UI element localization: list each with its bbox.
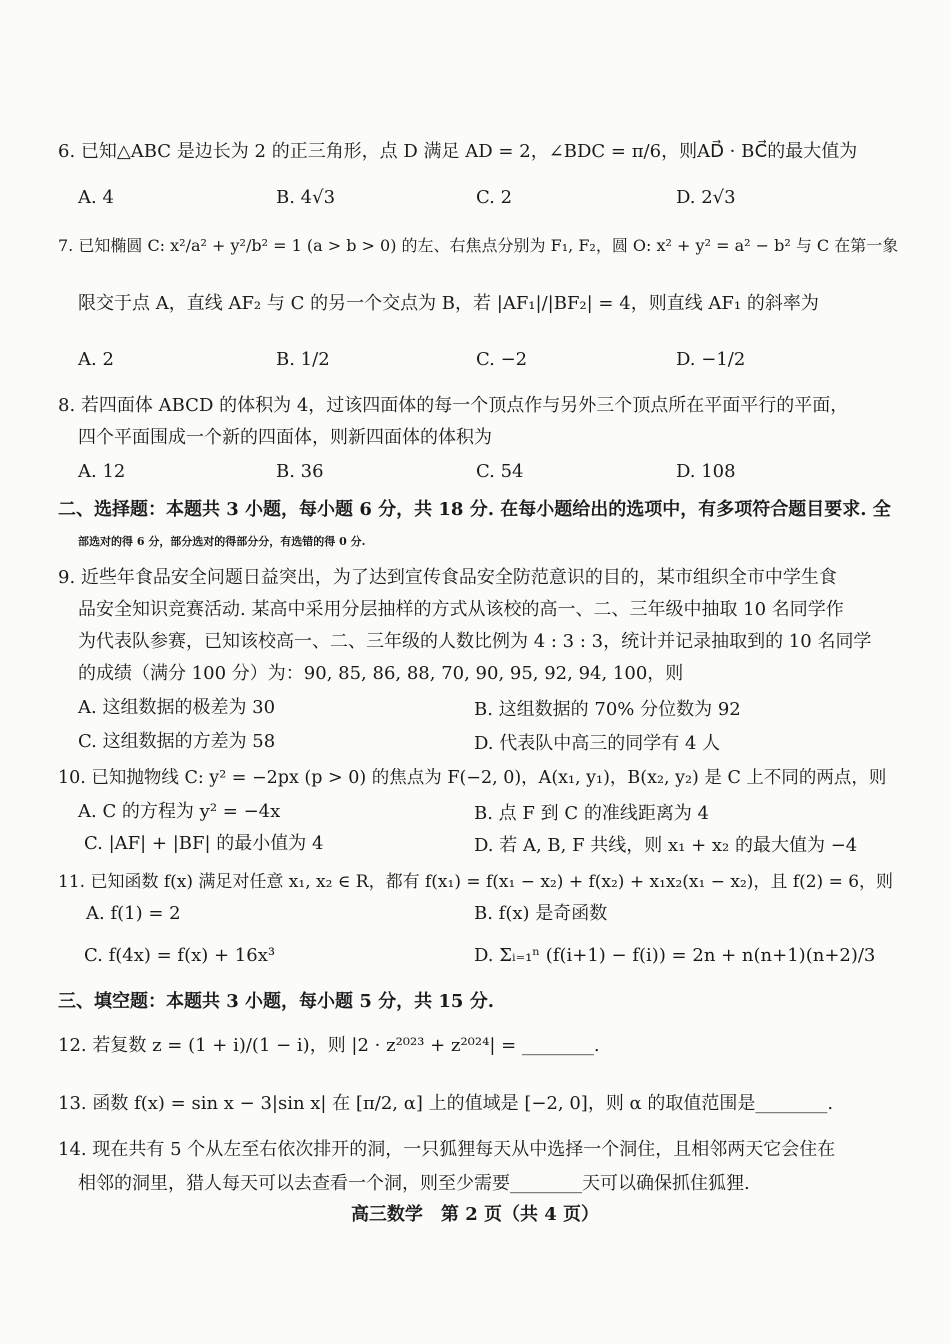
question-6-stem: 6. 已知△ABC 是边长为 2 的正三角形，点 D 满足 AD = 2，∠BDC = π/6，则AD⃗ · BC⃗的最大值为 (58, 141, 858, 162)
q6-option-c: C. 2 (476, 187, 513, 208)
q9-option-a: A. 这组数据的极差为 30 (78, 697, 276, 718)
q8-option-b: B. 36 (276, 461, 324, 482)
q8-option-c: C. 54 (476, 461, 524, 482)
q10-option-d: D. 若 A, B, F 共线，则 x₁ + x₂ 的最大值为 −4 (474, 835, 858, 856)
q7-option-a: A. 2 (78, 349, 114, 370)
q11-option-a: A. f(1) = 2 (86, 903, 181, 924)
question-9-line1: 9. 近些年食品安全问题日益突出，为了达到宣传食品安全防范意识的目的，某市组织全市中学生食 (58, 567, 837, 588)
question-11-stem: 11. 已知函数 f(x) 满足对任意 x₁, x₂ ∈ R，都有 f(x₁) = f(x₁ − x₂) + f(x₂) + x₁x₂(x₁ − x₂)，且 f(2) = 6，则 (58, 872, 894, 892)
question-7-stem-line1: 7. 已知椭圆 C: x²/a² + y²/b² = 1 (a > b > 0) 的左、右焦点分别为 F₁, F₂，圆 O: x² + y² = a² − b² 与 C 在第一象 (58, 236, 899, 255)
question-8-stem-line1: 8. 若四面体 ABCD 的体积为 4，过该四面体的每一个顶点作与另外三个顶点所在平面平行的平面， (58, 395, 849, 416)
q6-option-b: B. 4√3 (276, 187, 336, 208)
q8-option-a: A. 12 (78, 461, 126, 482)
question-13: 13. 函数 f(x) = sin x − 3|sin x| 在 [π/2, α] 上的值域是 [−2, 0]，则 α 的取值范围是________. (58, 1093, 834, 1114)
q10-option-c: C. |AF| + |BF| 的最小值为 4 (84, 833, 324, 854)
question-14-line1: 14. 现在共有 5 个从左至右依次排开的洞，一只狐狸每天从中选择一个洞住，且相邻两天它会住在 (58, 1139, 836, 1160)
q9-option-d: D. 代表队中高三的同学有 4 人 (474, 733, 721, 754)
q7-option-b: B. 1/2 (276, 349, 330, 370)
q10-option-b: B. 点 F 到 C 的准线距离为 4 (474, 803, 709, 824)
q7-option-d: D. −1/2 (676, 349, 746, 370)
question-9-line3: 为代表队参赛，已知该校高一、二、三年级的人数比例为 4 : 3 : 3，统计并记录抽取到的 10 名同学 (78, 631, 872, 652)
section-2-heading-line2: 部选对的得 6 分，部分选对的得部分分，有选错的得 0 分. (78, 535, 366, 548)
question-12: 12. 若复数 z = (1 + i)/(1 − i)，则 |2 · z²⁰²³ + z²⁰²⁴| = ________. (58, 1035, 600, 1056)
q8-option-d: D. 108 (676, 461, 736, 482)
q11-option-b: B. f(x) 是奇函数 (474, 903, 608, 924)
q11-option-d: D. Σᵢ₌₁ⁿ (f(i+1) − f(i)) = 2n + n(n+1)(n+2)/3 (474, 945, 876, 966)
q11-option-c: C. f(4x) = f(x) + 16x³ (84, 945, 276, 966)
question-14-line2: 相邻的洞里，猎人每天可以去查看一个洞，则至少需要________天可以确保抓住狐狸. (78, 1173, 750, 1194)
q10-option-a: A. C 的方程为 y² = −4x (78, 801, 281, 822)
question-9-line4: 的成绩（满分 100 分）为：90, 85, 86, 88, 70, 90, 95, 92, 94, 100，则 (78, 663, 684, 684)
question-8-stem-line2: 四个平面围成一个新的四面体，则新四面体的体积为 (78, 427, 492, 448)
q6-option-d: D. 2√3 (676, 187, 736, 208)
q9-option-c: C. 这组数据的方差为 58 (78, 731, 276, 752)
q6-option-a: A. 4 (78, 187, 114, 208)
question-7-stem-line2: 限交于点 A，直线 AF₂ 与 C 的另一个交点为 B，若 |AF₁|/|BF₂| = 4，则直线 AF₁ 的斜率为 (78, 293, 819, 314)
page-footer: 高三数学 第 2 页（共 4 页） (350, 1204, 600, 1225)
question-9-line2: 品安全知识竞赛活动. 某高中采用分层抽样的方式从该校的高一、二、三年级中抽取 10 名同学作 (78, 599, 844, 620)
section-2-heading-line1: 二、选择题：本题共 3 小题，每小题 6 分，共 18 分. 在每小题给出的选项中，有多项符合题目要求. 全 (58, 499, 891, 520)
q9-option-b: B. 这组数据的 70% 分位数为 92 (474, 699, 741, 720)
q7-option-c: C. −2 (476, 349, 528, 370)
section-3-heading: 三、填空题：本题共 3 小题，每小题 5 分，共 15 分. (58, 991, 494, 1012)
question-10-stem: 10. 已知抛物线 C: y² = −2px (p > 0) 的焦点为 F(−2, 0)，A(x₁, y₁)，B(x₂, y₂) 是 C 上不同的两点，则 (58, 768, 887, 788)
